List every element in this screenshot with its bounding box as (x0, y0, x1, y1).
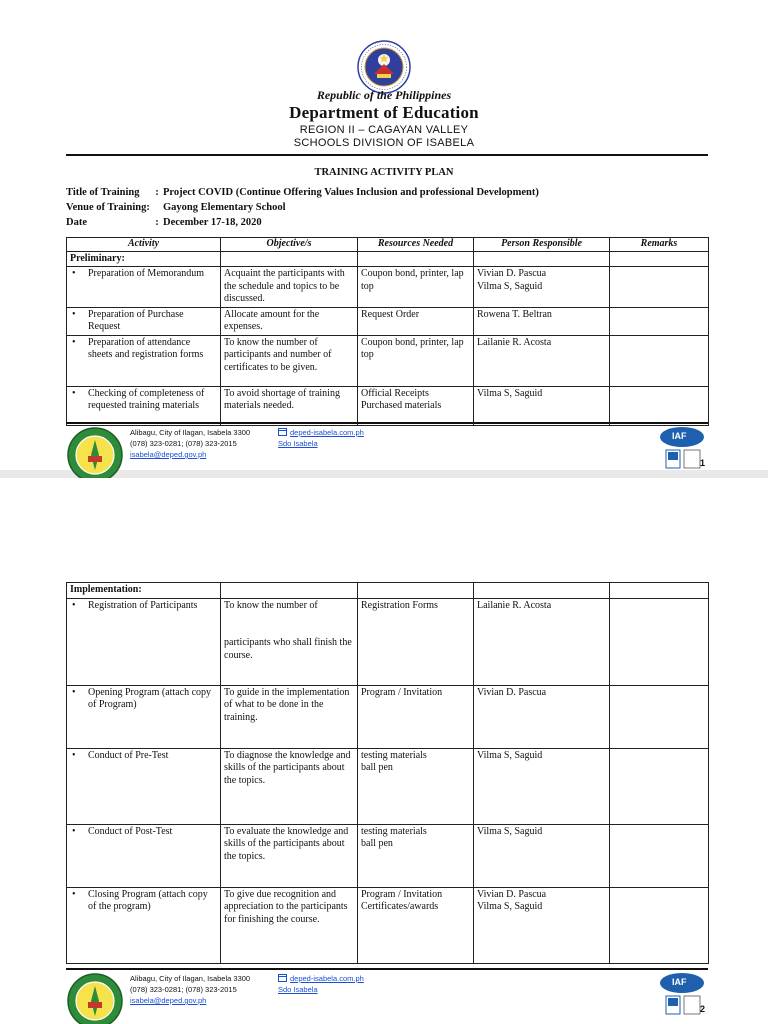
activity-cell: • Conduct of Post-Test (67, 824, 221, 887)
section-row-implementation (67, 583, 709, 599)
objective-cell: Allocate amount for the expenses. (221, 307, 358, 335)
page-footer (66, 422, 708, 482)
footer-email-link[interactable]: isabela@deped.gov.ph (130, 996, 207, 1005)
objective-cell: Acquaint the participants with the schedule and topics to be discussed. (221, 267, 358, 308)
bullet: • (72, 825, 76, 837)
venue-row (66, 202, 286, 213)
remarks-cell (610, 598, 709, 685)
section-label: Implementation: (67, 583, 221, 599)
footer-website-link[interactable]: deped-isabela.com.ph (290, 974, 364, 983)
person-cell: Vilma S, Saguid (474, 824, 610, 887)
person-cell: Vivian D. Pascua Vilma S, Saguid (474, 887, 610, 963)
title-of-training-label: Title of Training (66, 187, 140, 198)
remarks-cell (610, 887, 709, 963)
table-row (67, 267, 709, 308)
table-row (67, 824, 709, 887)
activity-cell: • Checking of completeness of requested training materials (67, 386, 221, 425)
table-row (67, 386, 709, 425)
header-resources: Resources Needed (358, 238, 474, 252)
department-heading: Department of Education (289, 103, 479, 122)
resources-cell: Coupon bond, printer, lap top (358, 335, 474, 386)
resources-cell: Coupon bond, printer, lap top (358, 267, 474, 308)
person-cell: Vivian D. Pascua Vilma S, Saguid (474, 267, 610, 308)
objective-cell: To know the number of participants and number of certificates to be given. (221, 335, 358, 386)
page-footer (66, 968, 708, 1024)
objective-cell: To evaluate the knowledge and skills of the participants about the topics. (221, 824, 358, 887)
table-header-row (67, 238, 709, 252)
separator: : (155, 217, 159, 228)
document-page-1 (0, 0, 768, 470)
footer-facebook-link[interactable]: Sdo Isabela (278, 439, 318, 448)
date-row (66, 217, 262, 228)
resources-cell: Registration Forms (358, 598, 474, 685)
resources-cell: Program / Invitation Certificates/awards (358, 887, 474, 963)
division-heading: SCHOOLS DIVISION OF ISABELA (293, 137, 475, 149)
activity-cell: • Conduct of Pre-Test (67, 748, 221, 824)
footer-address: Alibagu, City of Ilagan, Isabela 3300 (130, 428, 251, 437)
bullet: • (72, 888, 76, 900)
table-row (67, 748, 709, 824)
activity-cell: • Preparation of Memorandum (67, 267, 221, 308)
resources-cell: Request Order (358, 307, 474, 335)
iaf-badge-label: IAF (672, 977, 687, 987)
table-row (67, 307, 709, 335)
title-of-training-row (66, 187, 539, 198)
section-label: Preliminary: (67, 251, 221, 267)
footer-facebook-link[interactable]: Sdo Isabela (278, 985, 318, 994)
header-objectives: Objective/s (221, 238, 358, 252)
plan-title: TRAINING ACTIVITY PLAN (314, 167, 454, 178)
republic-heading: Republic of the Philippines (316, 88, 452, 102)
person-cell: Vivian D. Pascua (474, 685, 610, 748)
region-heading: REGION II – CAGAYAN VALLEY (299, 124, 469, 136)
person-cell: Lailanie R. Acosta (474, 598, 610, 685)
resources-cell: testing materials ball pen (358, 748, 474, 824)
remarks-cell (610, 307, 709, 335)
remarks-cell (610, 824, 709, 887)
objective-cell: To give due recognition and appreciation to the participants for finishing the course. (221, 887, 358, 963)
deped-seal-icon (357, 40, 411, 94)
objective-cell: To know the number of participants who shall finish the course. (221, 598, 358, 685)
title-of-training-value: Project COVID (Continue Offering Values Inclusion and professional Development) (163, 187, 539, 198)
bullet: • (72, 308, 76, 320)
activity-cell: • Closing Program (attach copy of the program) (67, 887, 221, 963)
footer-address: Alibagu, City of Ilagan, Isabela 3300 (130, 974, 251, 983)
remarks-cell (610, 748, 709, 824)
activity-cell: • Preparation of attendance sheets and registration forms (67, 335, 221, 386)
person-cell: Rowena T. Beltran (474, 307, 610, 335)
header-activity: Activity (67, 238, 221, 252)
date-label: Date (66, 217, 87, 228)
table-row (67, 598, 709, 685)
objective-cell: To diagnose the knowledge and skills of the participants about the topics. (221, 748, 358, 824)
venue-label: Venue of Training: (66, 202, 150, 213)
remarks-cell (610, 685, 709, 748)
bullet: • (72, 336, 76, 348)
footer-links (278, 427, 364, 449)
bullet: • (72, 599, 76, 611)
web-icon (278, 428, 287, 436)
activity-cell: • Registration of Participants (67, 598, 221, 685)
bullet: • (72, 749, 76, 761)
remarks-cell (610, 386, 709, 425)
header-person: Person Responsible (474, 238, 610, 252)
activity-table-part-1 (66, 237, 709, 426)
footer-divider (66, 968, 708, 970)
page-number: 2 (700, 1004, 706, 1014)
footer-website-link[interactable]: deped-isabela.com.ph (290, 428, 364, 437)
bullet: • (72, 268, 76, 279)
bullet: • (72, 387, 76, 399)
activity-cell: • Opening Program (attach copy of Program) (67, 685, 221, 748)
footer-divider (66, 422, 708, 424)
resources-cell: Program / Invitation (358, 685, 474, 748)
footer-phones: (078) 323-0281; (078) 323-2015 (130, 439, 237, 448)
separator: : (155, 187, 159, 198)
resources-cell: testing materials ball pen (358, 824, 474, 887)
activity-cell: • Preparation of Purchase Request (67, 307, 221, 335)
venue-value: Gayong Elementary School (163, 202, 286, 213)
objective-cell: To guide in the implementation of what to be done in the training. (221, 685, 358, 748)
remarks-cell (610, 335, 709, 386)
table-row (67, 887, 709, 963)
bullet: • (72, 686, 76, 698)
footer-links (278, 973, 364, 995)
person-cell: Vilma S, Saguid (474, 386, 610, 425)
section-row-preliminary (67, 251, 709, 267)
table-row (67, 685, 709, 748)
web-icon (278, 974, 287, 982)
person-cell: Lailanie R. Acosta (474, 335, 610, 386)
header-divider (66, 154, 708, 156)
header-remarks: Remarks (610, 238, 709, 252)
sdo-isabela-logo-icon (66, 426, 124, 484)
iaf-badge-label: IAF (672, 431, 687, 441)
objective-cell: To avoid shortage of training materials needed. (221, 386, 358, 425)
activity-table-part-2 (66, 582, 709, 964)
resources-cell: Official Receipts Purchased materials (358, 386, 474, 425)
footer-contact (130, 427, 250, 460)
table-row (67, 335, 709, 386)
person-cell: Vilma S, Saguid (474, 748, 610, 824)
footer-contact (130, 973, 250, 1006)
footer-email-link[interactable]: isabela@deped.gov.ph (130, 450, 207, 459)
sdo-isabela-logo-icon (66, 972, 124, 1024)
footer-phones: (078) 323-0281; (078) 323-2015 (130, 985, 237, 994)
document-page-2 (0, 478, 768, 1024)
remarks-cell (610, 267, 709, 308)
page-number: 1 (700, 458, 706, 468)
date-value: December 17-18, 2020 (163, 217, 262, 228)
